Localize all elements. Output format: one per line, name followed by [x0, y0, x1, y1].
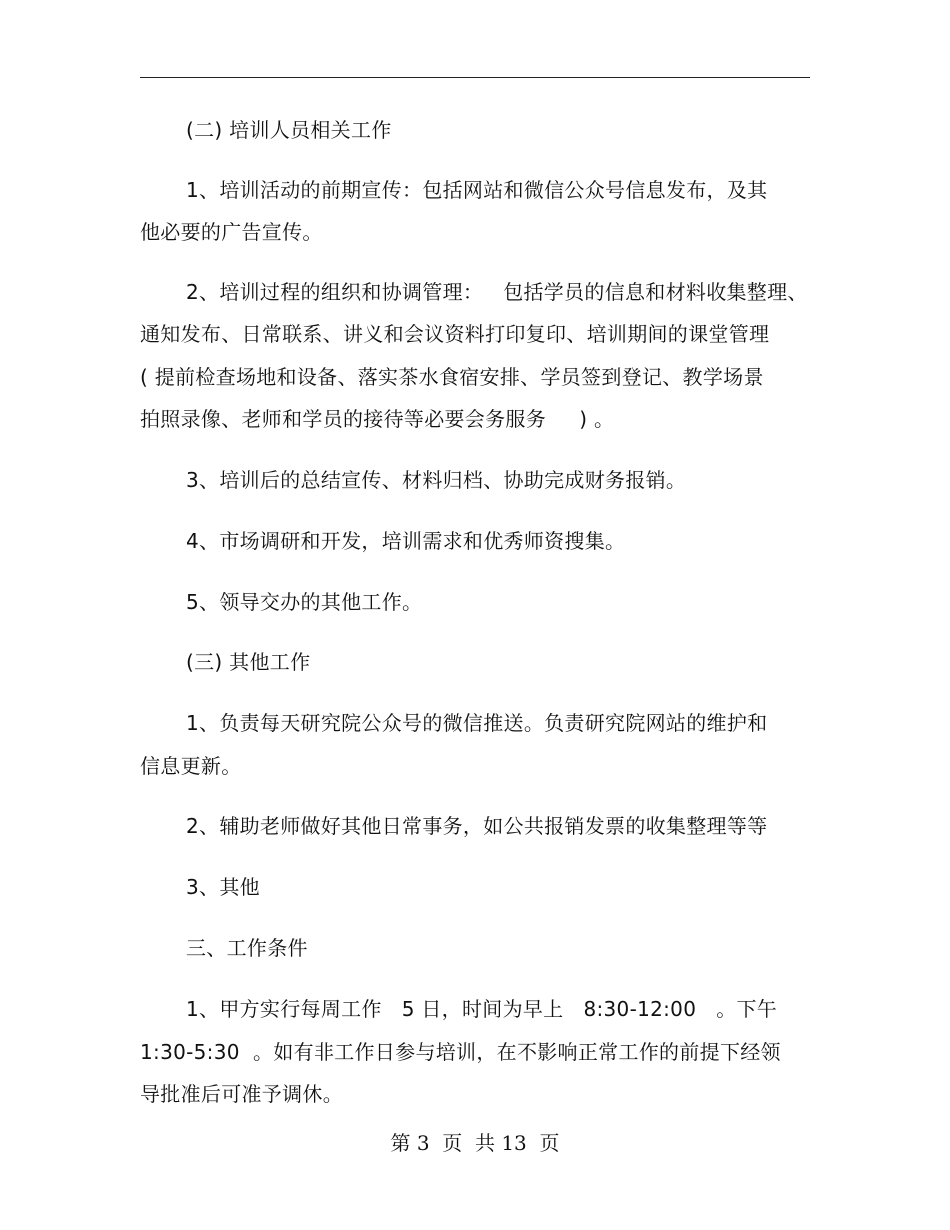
paragraph-line: 3、其他 [186, 875, 260, 899]
paragraph-line: 信息更新。 [140, 754, 242, 778]
section-heading: (三) 其他工作 [186, 650, 311, 674]
page-number-footer: 第 3 页 共 13 页 [390, 1131, 560, 1155]
paragraph-line: 4、市场调研和开发，培训需求和优秀师资搜集。 [186, 529, 626, 553]
section-heading: (二) 培训人员相关工作 [186, 118, 392, 142]
paragraph-line: ( 提前检查场地和设备、落实茶水食宿安排、学员签到登记、教学场景 [140, 365, 764, 389]
header-rule [140, 77, 810, 78]
paragraph-line: 1、负责每天研究院公众号的微信推送。负责研究院网站的维护和 [186, 711, 768, 735]
paragraph-line: 2、辅助老师做好其他日常事务，如公共报销发票的收集整理等等 [186, 814, 768, 838]
paragraph-line: 1、培训活动的前期宣传：包括网站和微信公众号信息发布，及其 [186, 178, 768, 202]
paragraph-line: 他必要的广告宣传。 [140, 220, 323, 244]
paragraph-line: 1:30-5:30 。如有非工作日参与培训，在不影响正常工作的前提下经领 [140, 1040, 781, 1064]
paragraph-line: 通知发布、日常联系、讲义和会议资料打印复印、培训期间的课堂管理 [140, 322, 770, 346]
paragraph-line: 1、甲方实行每周工作 5 日，时间为早上 8:30-12:00 。下午 [186, 997, 778, 1021]
paragraph-line: 3、培训后的总结宣传、材料归档、协助完成财务报销。 [186, 468, 687, 492]
paragraph-line: 2、培训过程的组织和协调管理： 包括学员的信息和材料收集整理、 [186, 280, 808, 304]
paragraph-line: 导批准后可准予调休。 [140, 1082, 343, 1106]
section-heading: 三、工作条件 [186, 936, 308, 960]
paragraph-line: 5、领导交办的其他工作。 [186, 590, 423, 614]
paragraph-line: 拍照录像、老师和学员的接待等必要会务服务 ) 。 [140, 407, 615, 431]
